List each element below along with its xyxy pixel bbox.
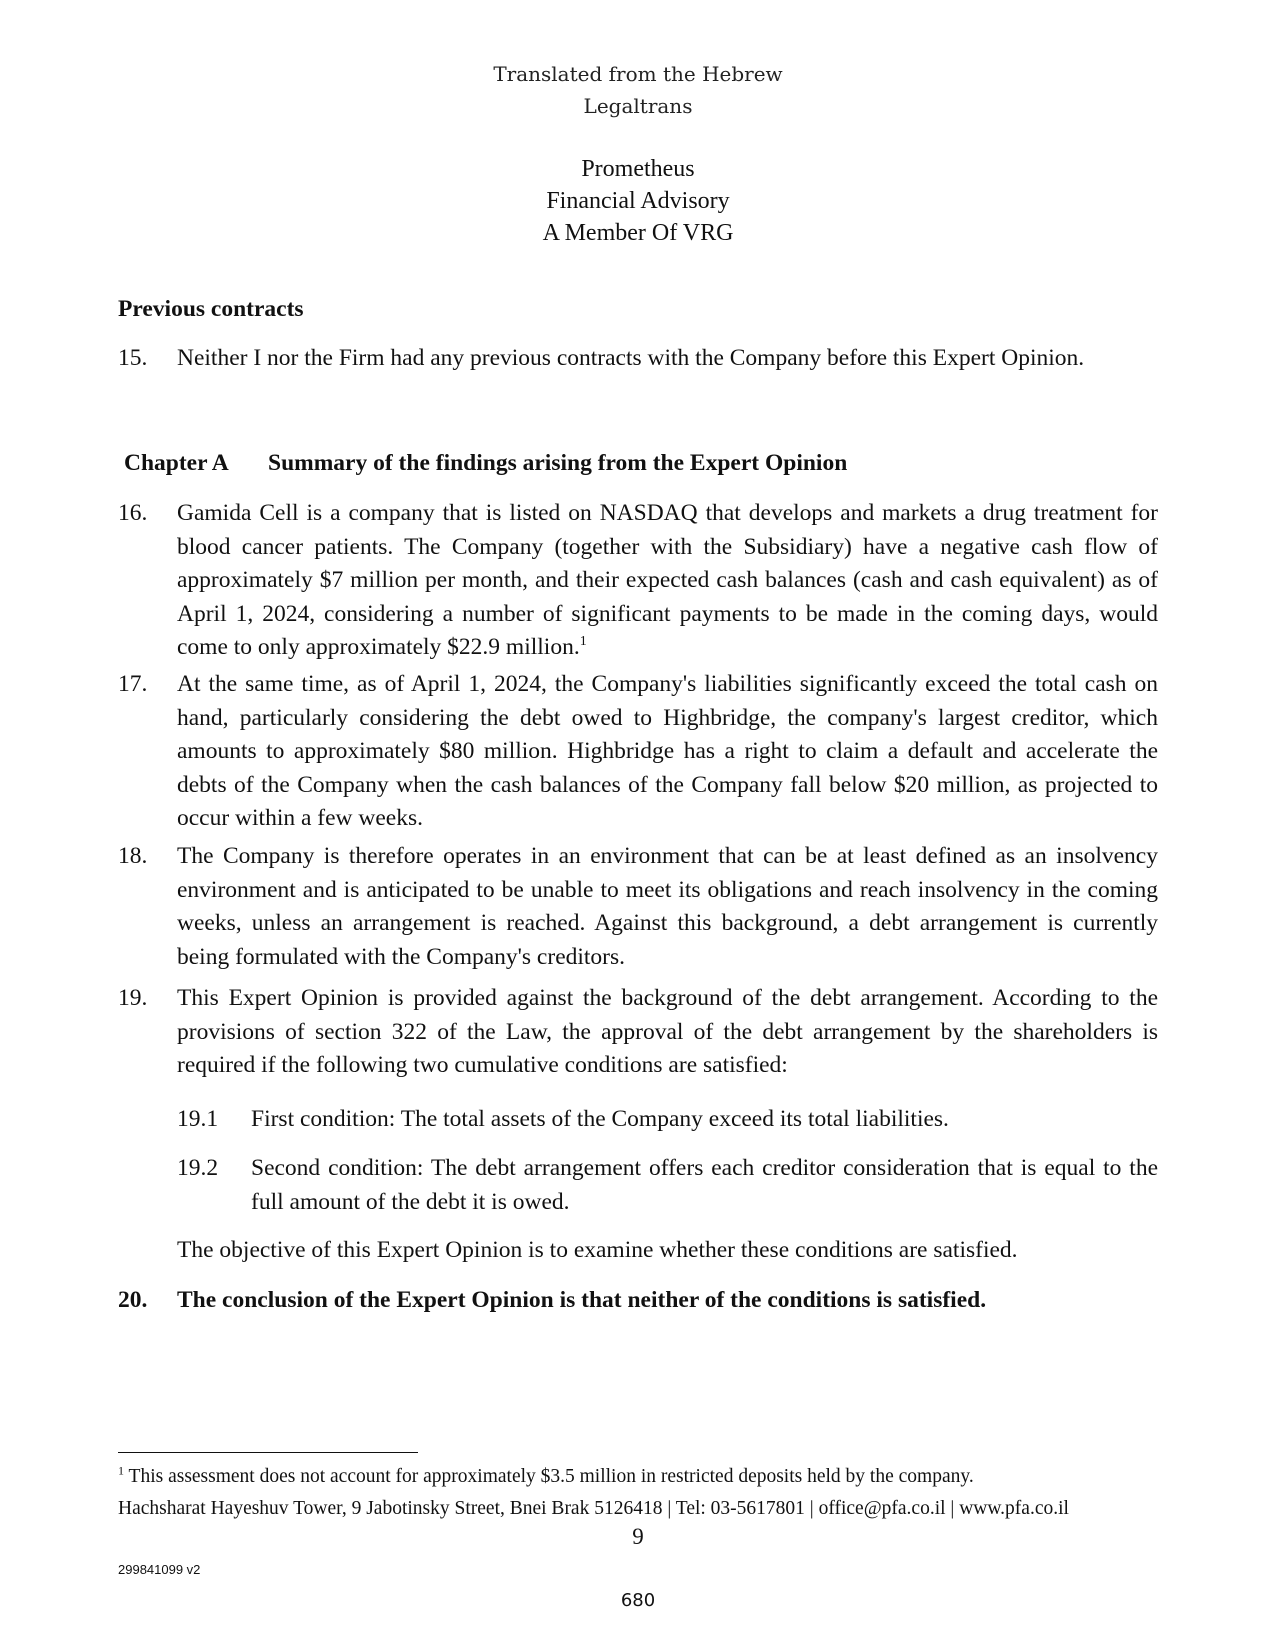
subparagraph-text: Second condition: The debt arrangement offers each creditor consideration that is equal to the full amount of the debt it is owed. bbox=[251, 1155, 1158, 1215]
conclusion-text: The conclusion of the Expert Opinion is that neither of the conditions is satisfied. bbox=[177, 1287, 987, 1313]
paragraph-number: 17. bbox=[118, 671, 148, 697]
footnote-reference[interactable]: 1 bbox=[579, 634, 587, 650]
paragraph-text: At the same time, as of April 1, 2024, the Company's liabilities significantly exceed the total cash on hand, particularly considering the debt owed to Highbridge, the company's largest creditor, which amounts to approximately $80 million. Highbridge has a right to claim a default and accelerate the debts of the Company when the cash balances of the Company fall below $20 million, as projected to occur within a few weeks. bbox=[177, 671, 1158, 831]
subparagraph-number: 19.2 bbox=[177, 1155, 219, 1181]
firm-name: Prometheus bbox=[581, 156, 695, 182]
document-id: 299841099 v2 bbox=[118, 1562, 201, 1577]
bates-number: 680 bbox=[620, 1590, 656, 1611]
subparagraph-number: 19.1 bbox=[177, 1106, 219, 1132]
footer-address: Hachsharat Hayeshuv Tower, 9 Jabotinsky Street, Bnei Brak 5126418 | Tel: 03-5617801 | office@pfa.co.il | www.pfa.co.il bbox=[118, 1498, 1069, 1519]
translation-note: Translated from the Hebrew bbox=[493, 62, 783, 86]
paragraph-text bbox=[177, 497, 1158, 665]
paragraph-number: 15. bbox=[118, 345, 148, 371]
paragraph-text: The Company is therefore operates in an environment that can be at least defined as an insolvency environment and is anticipated to be unable to meet its obligations and reach insolvency in the coming weeks, unless an arrangement is reached. Against this background, a debt arrangement is currently being formulated with the Company's creditors. bbox=[177, 843, 1158, 970]
page-number: 9 bbox=[632, 1524, 644, 1549]
footnote-separator bbox=[118, 1452, 418, 1453]
paragraph-body: Gamida Cell is a company that is listed on NASDAQ that develops and markets a drug treatment for blood cancer patients. The Company (together with the Subsidiary) have a negative cash flow of approximately $7 million per month, and their expected cash balances (cash and cash equivalent) as of April 1, 2024, considering a number of significant payments to be made in the coming days, would come to only approximately $22.9 million. bbox=[177, 500, 1158, 660]
chapter-title: Summary of the findings arising from the Expert Opinion bbox=[268, 450, 848, 476]
paragraph-text: This Expert Opinion is provided against the background of the debt arrangement. According to the provisions of section 322 of the Law, the approval of the debt arrangement by the shareholders is required if the following two cumulative conditions are satisfied: bbox=[177, 985, 1158, 1078]
footnote-number: 1 bbox=[118, 1463, 124, 1478]
subparagraph-text: First condition: The total assets of the Company exceed its total liabilities. bbox=[251, 1106, 949, 1132]
chapter-label: Chapter A bbox=[124, 450, 229, 476]
translator-name: Legaltrans bbox=[583, 94, 693, 118]
objective-statement: The objective of this Expert Opinion is to examine whether these conditions are satisfied. bbox=[177, 1237, 1018, 1263]
paragraph-number: 20. bbox=[118, 1287, 148, 1313]
firm-subtitle: Financial Advisory bbox=[546, 188, 730, 214]
paragraph-text: Neither I nor the Firm had any previous contracts with the Company before this Expert Opinion. bbox=[177, 345, 1085, 371]
paragraph-15 bbox=[118, 342, 1158, 376]
paragraph-number: 16. bbox=[118, 500, 148, 526]
footnote-text: This assessment does not account for approximately $3.5 million in restricted deposits held by the company. bbox=[128, 1466, 974, 1487]
section-heading-previous-contracts: Previous contracts bbox=[118, 296, 304, 322]
paragraph-20 bbox=[118, 1284, 1158, 1318]
paragraph-number: 18. bbox=[118, 843, 148, 869]
subparagraph-19-1 bbox=[177, 1103, 1158, 1137]
firm-membership: A Member Of VRG bbox=[542, 220, 734, 246]
subparagraph-19-2 bbox=[177, 1152, 1158, 1219]
paragraph-number: 19. bbox=[118, 985, 148, 1011]
paragraph-16 bbox=[118, 497, 1158, 665]
paragraph-17 bbox=[118, 668, 1158, 836]
footnote bbox=[118, 1463, 1178, 1491]
paragraph-18 bbox=[118, 840, 1158, 974]
paragraph-19 bbox=[118, 982, 1158, 1083]
